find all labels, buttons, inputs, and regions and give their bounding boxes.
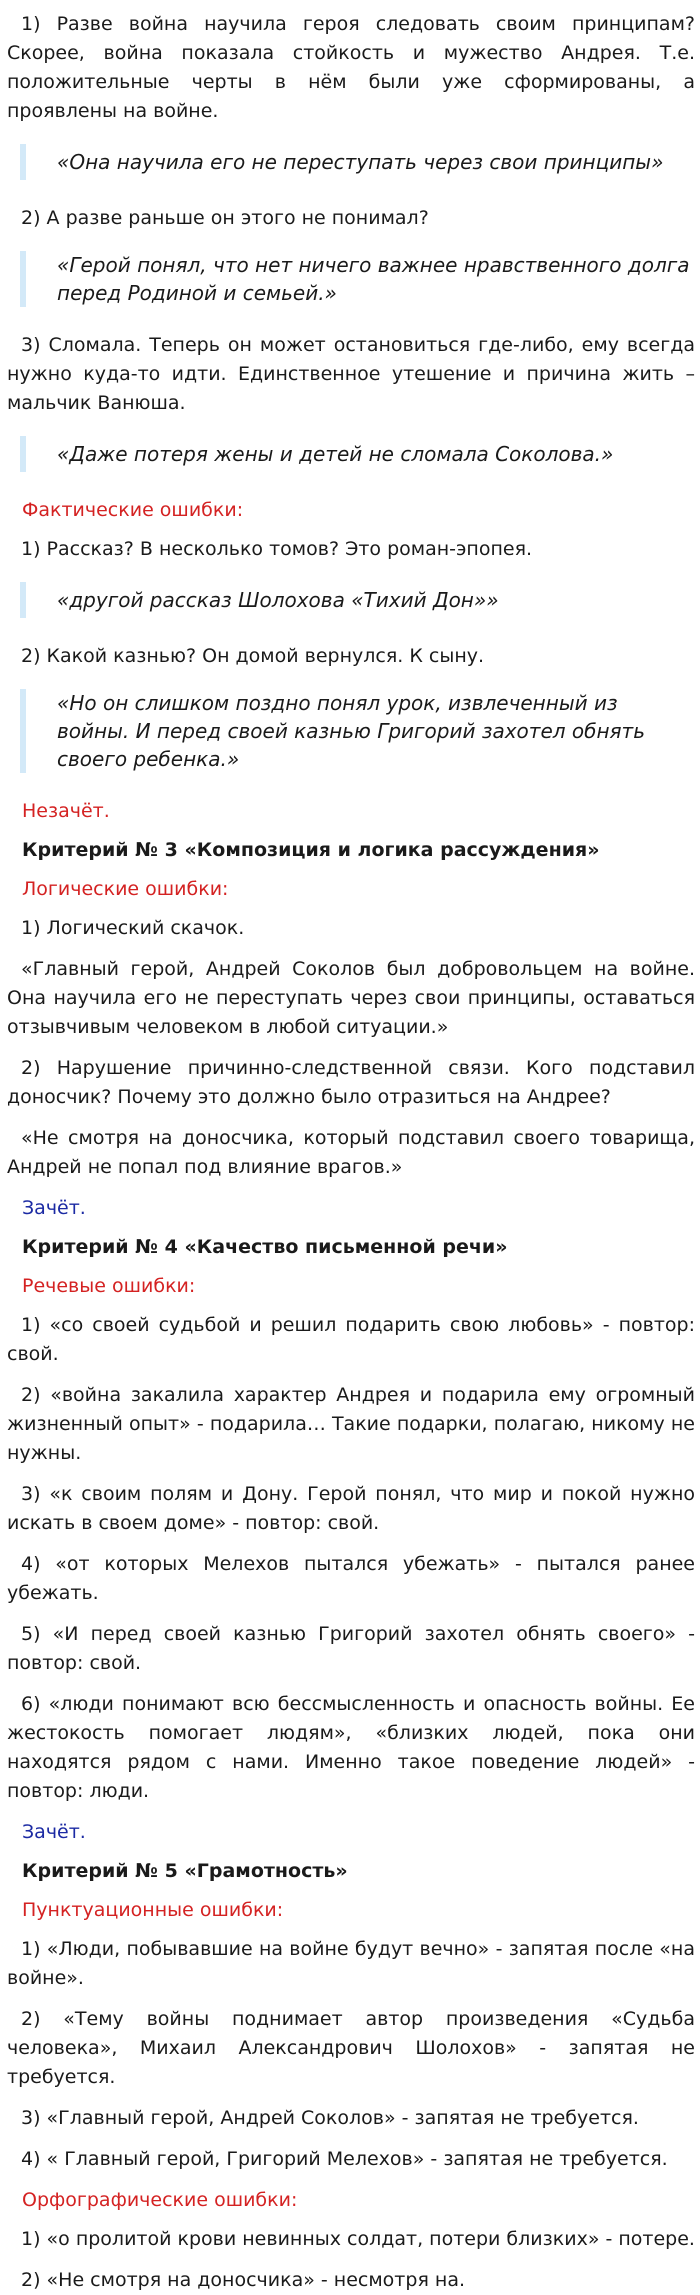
criterion-5-heading: Критерий № 5 «Грамотность» bbox=[22, 1860, 348, 1882]
comment-paragraph: 4) « Главный герой, Григорий Мелехов» - запятая не требуется. bbox=[21, 2148, 668, 2170]
pass-verdict: Зачёт. bbox=[22, 1197, 86, 1219]
essay-quote: «Она научила его не переступать через свои принципы» bbox=[20, 144, 695, 180]
comment-paragraph: 2) Нарушение причинно-следственной связи. Кого подставил доносчик? Почему это должно было отразиться на Андрее? bbox=[7, 1057, 695, 1108]
comment-paragraph: 2) «война закалила характер Андрея и подарила ему огромный жизненный опыт» - подарила… Такие подарки, полагаю, никому не нужны. bbox=[7, 1384, 695, 1464]
criterion-4-heading: Критерий № 4 «Качество письменной речи» bbox=[22, 1236, 508, 1258]
factual-errors-label: Фактические ошибки: bbox=[22, 499, 244, 521]
essay-quote: «Но он слишком поздно понял урок, извлеченный из войны. И перед своей казнью Григорий захотел обнять своего ребенка.» bbox=[20, 689, 695, 773]
comment-paragraph: 1) «Люди, побывавшие на войне будут вечно» - запятая после «на войне». bbox=[7, 1938, 695, 1989]
comment-paragraph: 2) «Тему войны поднимает автор произведения «Судьба человека», Михаил Александрович Шолохов» - запятая не требуется. bbox=[7, 2008, 695, 2088]
comment-paragraph: 6) «люди понимают всю бессмысленность и опасность войны. Ее жестокость помогает людям», «близких людей, пока они находятся рядом с нами. Именно такое поведение людей» - повтор: люди. bbox=[7, 1693, 695, 1802]
comment-paragraph: 1) Разве война научила героя следовать своим принципам? Скорее, война показала стойкость и мужество Андрея. Т.е. положительные черты в нём были уже сформированы, а проявлены на войне. bbox=[7, 13, 695, 122]
comment-paragraph: 5) «И перед своей казнью Григорий захотел обнять своего» - повтор: свой. bbox=[7, 1623, 695, 1674]
orthography-errors-label: Орфографические ошибки: bbox=[22, 2189, 298, 2211]
comment-paragraph: «Не смотря на доносчика, который подставил своего товарища, Андрей не попал под влияние врагов.» bbox=[7, 1127, 695, 1178]
pass-verdict: Зачёт. bbox=[22, 1821, 86, 1843]
comment-paragraph: 1) «со своей судьбой и решил подарить свою любовь» - повтор: свой. bbox=[7, 1314, 695, 1365]
logic-errors-label: Логические ошибки: bbox=[22, 878, 229, 900]
comment-paragraph: 1) Рассказ? В несколько томов? Это роман-эпопея. bbox=[21, 538, 533, 560]
comment-paragraph: 2) А разве раньше он этого не понимал? bbox=[21, 207, 429, 229]
comment-paragraph: 4) «от которых Мелехов пытался убежать» - пытался ранее убежать. bbox=[7, 1553, 695, 1604]
comment-paragraph: 3) Сломала. Теперь он может остановиться где-либо, ему всегда нужно куда-то идти. Единственное утешение и причина жить – мальчик Ванюша. bbox=[7, 334, 695, 414]
comment-paragraph: 2) Какой казнью? Он домой вернулся. К сыну. bbox=[21, 645, 485, 667]
punctuation-errors-label: Пунктуационные ошибки: bbox=[22, 1899, 284, 1921]
comment-paragraph: 1) Логический скачок. bbox=[21, 917, 245, 939]
essay-quote: «другой рассказ Шолохова «Тихий Дон»» bbox=[20, 582, 695, 618]
comment-paragraph: 2) «Не смотря на доносчика» - несмотря на. bbox=[21, 2269, 466, 2291]
fail-verdict: Незачёт. bbox=[22, 800, 110, 822]
criterion-3-heading: Критерий № 3 «Композиция и логика рассуждения» bbox=[22, 839, 600, 861]
speech-errors-label: Речевые ошибки: bbox=[22, 1275, 196, 1297]
essay-quote: «Даже потеря жены и детей не сломала Соколова.» bbox=[20, 436, 695, 472]
comment-paragraph: 3) «к своим полям и Дону. Герой понял, что мир и покой нужно искать в своем доме» - повтор: свой. bbox=[7, 1483, 695, 1534]
essay-quote: «Герой понял, что нет ничего важнее нравственного долга перед Родиной и семьей.» bbox=[20, 251, 695, 307]
comment-paragraph: 1) «о пролитой крови невинных солдат, потери близких» - потере. bbox=[21, 2228, 695, 2250]
comment-paragraph: 3) «Главный герой, Андрей Соколов» - запятая не требуется. bbox=[21, 2107, 639, 2129]
comment-paragraph: «Главный герой, Андрей Соколов был добровольцем на войне. Она научила его не переступать через свои принципы, оставаться отзывчивым человеком в любой ситуации.» bbox=[7, 958, 695, 1038]
